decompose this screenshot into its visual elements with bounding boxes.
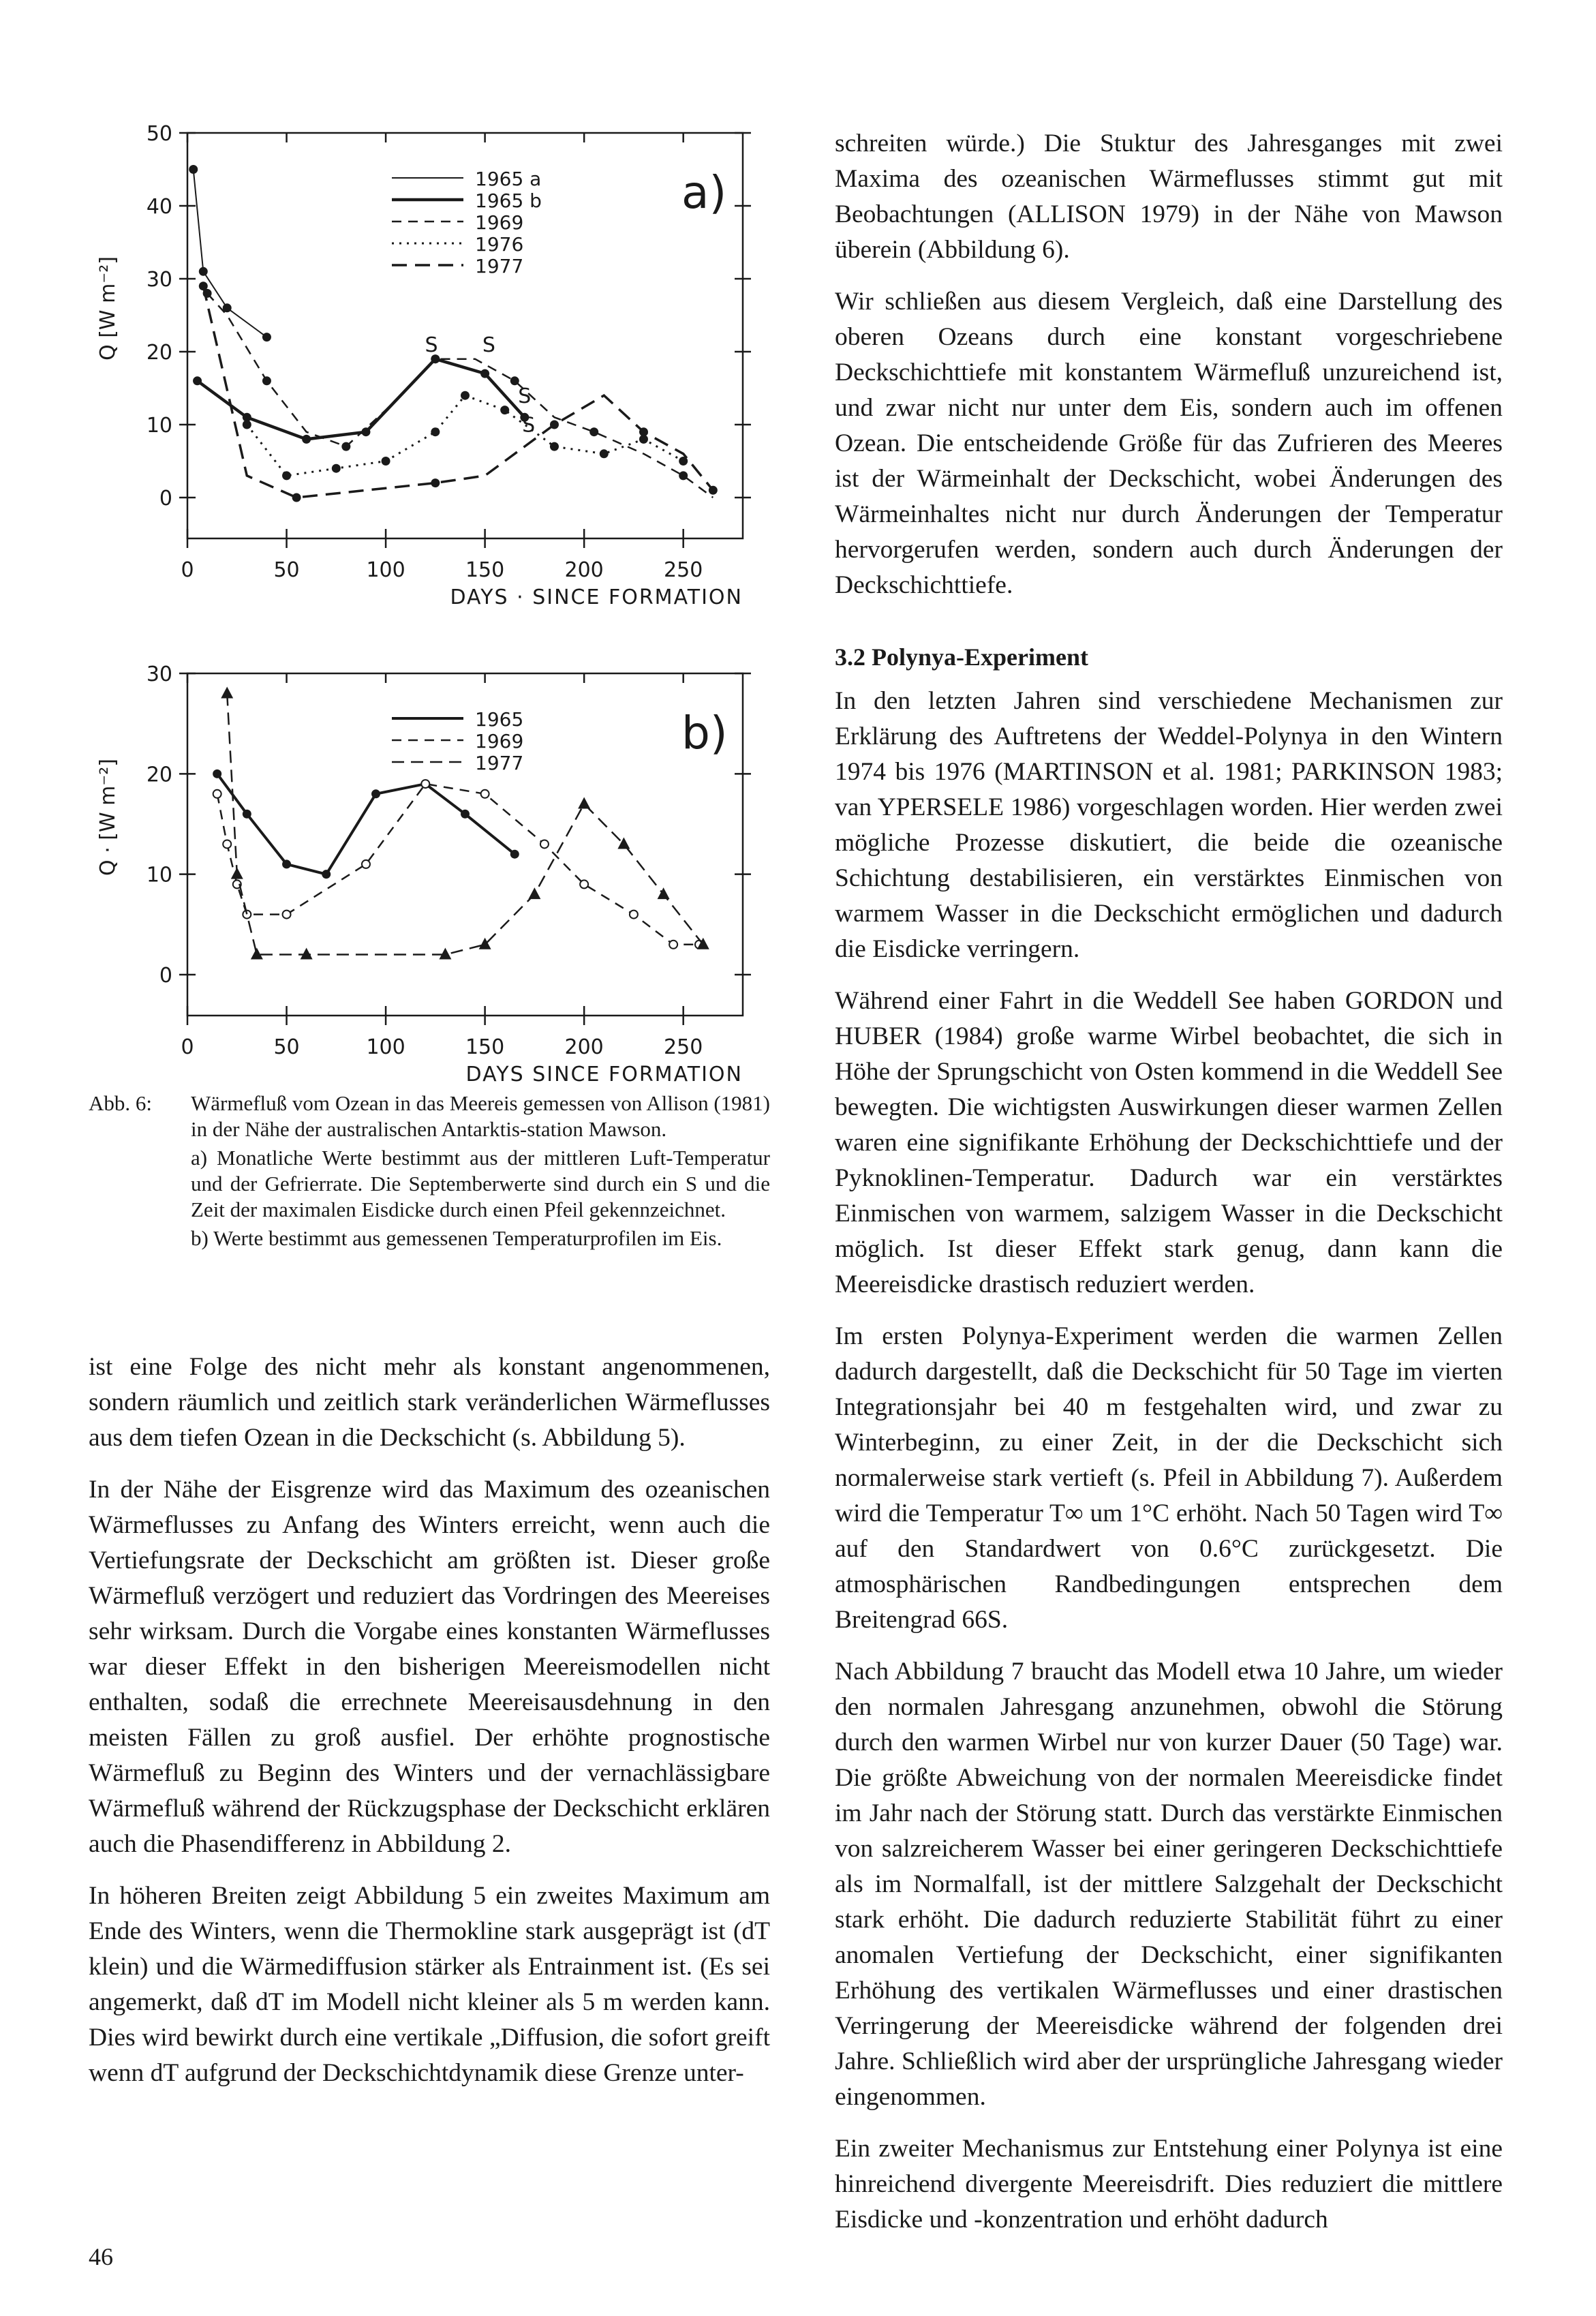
point-1-1-7 [481, 790, 489, 798]
point-0-1-5 [480, 369, 489, 378]
x-tick-label-1-4: 200 [564, 1035, 604, 1059]
panel-label-1: b) [681, 707, 728, 759]
section-heading: 3.2 Polynya-Experiment [835, 643, 1088, 671]
point-0-1-0 [193, 376, 202, 385]
point-1-2-0 [221, 686, 233, 698]
y-tick-label-1-3: 30 [146, 662, 172, 686]
y-tick-label-0-1: 10 [146, 414, 172, 438]
point-0-1-2 [302, 435, 311, 444]
point-1-1-6 [421, 780, 429, 788]
y-tick-label-1-1: 10 [146, 863, 172, 887]
x-axis-label-1: DAYS SINCE FORMATION [465, 1063, 743, 1084]
caption-part-a: a) Monatliche Werte bestimmt aus der mittleren Luft-Temperatur und der Gefrierrate. Die Septemberwerte sind durch ein S und die Zeit der maximalen Eisdicke durch einen Pfeil gekennzeichnet. [191, 1146, 770, 1221]
point-1-1-11 [669, 941, 677, 949]
point-1-2-2 [251, 948, 263, 960]
legend-label-0-4: 1977 [475, 255, 524, 277]
point-1-1-10 [630, 911, 638, 919]
x-tick-label-0-3: 150 [465, 558, 505, 582]
x-axis-label-0: DAYS · SINCE FORMATION [450, 585, 743, 609]
point-0-0-1 [199, 267, 208, 276]
point-0-2-12 [679, 471, 688, 480]
x-tick-label-0-4: 200 [564, 558, 604, 582]
point-1-1-0 [213, 790, 221, 798]
y-tick-label-0-5: 50 [146, 122, 172, 146]
point-1-1-9 [580, 880, 588, 888]
point-1-0-1 [243, 810, 251, 819]
point-0-3-1 [282, 471, 291, 480]
x-tick-label-0-1: 50 [273, 558, 300, 582]
x-tick-label-1-1: 50 [273, 1035, 300, 1059]
point-1-2-9 [658, 887, 670, 899]
legend-label-1-2: 1977 [475, 752, 524, 774]
september-marker-2: S [518, 384, 532, 408]
x-tick-label-1-2: 100 [366, 1035, 405, 1059]
right-paragraph-5: Im ersten Polynya-Experiment werden die warmen Zellen dadurch dargestellt, daß die Deckschicht für 50 Tage im vierten Integrationsjahr bei 40 m festgehalten wird, und zwar zu Winterbeginn, zu einer Zeit, in der die Deckschicht sich normalerweise stark vertieft (s. Pfeil in Abbildung 7). Außerdem wird die Temperatur T∞ um 1°C erhöht. Nach 50 Tagen wird T∞ auf den Standardwert von 0.6°C zurückgesetzt. Die atmosphärischen Randbedingungen entsprechen dem Breitengrad 66S. [835, 1322, 1503, 1634]
right-paragraph-6: Nach Abbildung 7 braucht das Modell etwa 10 Jahre, um wieder den normalen Jahresgang anzunehmen, obwohl die Störung durch den warmen Wirbel nur von kurzer Dauer (50 Tage) war. Die größte Abweichung von der normalen Meereisdicke findet im Jahr nach der Störung statt. Durch das verstärkte Einmischen von salzreicherem Wasser bei einer geringeren Deckschichttiefe als im Normalfall, ist der mittlere Salzgehalt der Deckschicht stark erhöht. Die dadurch reduzierte Stabilität führt zu einer anomalen Vertiefung der Deckschicht, einer signifikanten Erhöhung des vertikalen Wärmeflusses und einer drastischen Verringerung der Meereisdicke während der folgenden drei Jahre. Schließlich wird aber der ursprüngliche Jahresgang wieder eingenommen. [835, 1658, 1503, 2111]
point-0-4-10 [709, 486, 718, 495]
point-0-3-8 [600, 449, 609, 458]
point-0-4-6 [550, 421, 559, 429]
point-1-2-3 [301, 948, 313, 960]
point-0-3-3 [382, 457, 390, 466]
point-0-3-6 [500, 406, 509, 414]
point-1-2-6 [528, 887, 540, 899]
left-paragraph-3: In höheren Breiten zeigt Abbildung 5 ein zweites Maximum am Ende des Winters, wenn die Thermokline stark ausgeprägt ist (dT klein) und die Wärmediffusion stärker als Entrainment ist. (Es sei angemerkt, daß dT im Modell nicht kleiner als 5 m werden kann. Dies wird bewirkt durch eine vertikale „Diffusion, die sofort greift wenn dT aufgrund der Deckschichtdynamik diese Grenze unter- [89, 1882, 770, 2087]
point-1-1-5 [362, 860, 370, 868]
point-1-0-3 [322, 870, 331, 879]
series-line-0-0 [194, 170, 267, 337]
point-1-1-4 [283, 911, 291, 919]
point-0-0-0 [189, 165, 198, 174]
y-axis-label-0: Q [W m⁻²] [96, 256, 120, 361]
right-paragraph-2: Wir schließen aus diesem Vergleich, daß eine Darstellung des oberen Ozeans durch eine konstant vorgeschriebene Deckschichttiefe mit konstantem Wärmefluß unzureichend ist, und zwar nicht nur unter dem Eis, sondern auch im offenen Ozean. Die entscheidende Größe für das Zufrieren des Meeres ist der Wärmeinhalt der Deckschicht, wobei Änderungen des Wärmeinhaltes nicht nur durch Änderungen der Temperatur hervorgerufen werden, sondern auch durch Änderungen der Deckschichttiefe. [835, 288, 1503, 599]
y-tick-label-0-3: 30 [146, 268, 172, 292]
x-tick-label-0-0: 0 [181, 558, 194, 582]
right-paragraph-7: Ein zweiter Mechanismus zur Entstehung einer Polynya ist eine hinreichend divergente Meereisdrift. Dies reduziert die mittlere Eisdicke und -konzentration und erhöht dadurch [835, 2135, 1503, 2234]
point-0-2-10 [589, 427, 598, 436]
figure-caption [89, 1091, 770, 1251]
y-tick-label-0-2: 20 [146, 341, 172, 365]
panel-label-0: a) [681, 166, 727, 219]
point-0-0-3 [262, 333, 271, 341]
point-0-3-7 [550, 442, 559, 451]
caption-text: Wärmefluß vom Ozean in das Meereis gemessen von Allison (1981) in der Nähe der australischen Antarktis-station Mawson. [191, 1091, 770, 1141]
left-paragraph-2: In der Nähe der Eisgrenze wird das Maximum des ozeanischen Wärmeflusses zu Anfang des Winters erreicht, wenn auch die Vertiefungsrate der Deckschicht am größten ist. Dieser große Wärmefluß verzögert und reduziert das Vordringen des Meereises sehr wirksam. Durch die Vorgabe eines konstanten Wärmeflusses war dieser Effekt in den bisherigen Meereismodellen nicht enthalten, sodaß die errechnete Meereisausdehnung in den meisten Fällen zu groß ausfiel. Der erhöhte prognostische Wärmefluß zu Beginn des Winters und der vernachlässigbare Wärmefluß während der Rückzugsphase der Deckschicht erklären auch die Phasendifferenz in Abbildung 2. [89, 1476, 770, 1858]
x-tick-label-0-5: 250 [664, 558, 703, 582]
y-tick-label-1-2: 20 [146, 763, 172, 787]
point-1-0-4 [371, 789, 380, 798]
point-1-0-7 [510, 850, 519, 859]
point-0-2-4 [341, 442, 350, 451]
right-paragraph-1: schreiten würde.) Die Stuktur des Jahresganges mit zwei Maxima des ozeanischen Wärmeflusses stimmt gut mit Beobachtungen (ALLISON 1979) in der Nähe von Mawson überein (Abbildung 6). [835, 129, 1503, 264]
y-tick-label-0-0: 0 [159, 487, 172, 511]
september-marker-0: S [425, 333, 438, 357]
figure-6-svg [89, 102, 797, 1084]
right-paragraph-3: In den letzten Jahren sind verschiedene Mechanismen zur Erklärung des Auftretens der Weddel-Polynya in den Wintern 1974 bis 1976 (MARTINSON et al. 1981; PARKINSON 1983; van YPERSELE 1986) vorgeschlagen worden. Hier werden zwei mögliche Prozesse diskutiert, die beide die ozeanische Schichtung destabilisieren, ein verstärktes Einmischen von warmem Wasser in die Deckschicht ermöglichen und dadurch die Eisdicke verringern. [835, 687, 1503, 963]
series-line-1-0 [217, 774, 515, 874]
page-number: 46 [89, 2243, 113, 2270]
x-tick-label-0-2: 100 [366, 558, 405, 582]
legend-label-1-1: 1969 [475, 730, 524, 752]
point-1-2-7 [578, 797, 590, 809]
legend-label-0-2: 1969 [475, 211, 524, 234]
left-column [89, 1350, 770, 2107]
point-1-2-1 [231, 868, 243, 879]
point-0-2-2 [262, 376, 271, 385]
point-0-4-8 [639, 427, 648, 436]
series-line-0-3 [247, 395, 683, 476]
point-1-0-2 [282, 859, 291, 868]
caption-part-b: b) Werte bestimmt aus gemessenen Temperaturprofilen im Eis. [191, 1226, 722, 1250]
y-axis-label-1: Q · [W m⁻²] [96, 759, 120, 876]
legend-label-0-0: 1965 a [475, 168, 542, 190]
point-0-4-0 [199, 281, 208, 290]
point-0-3-0 [243, 421, 251, 429]
left-paragraph-1: ist eine Folge des nicht mehr als konstant angenommenen, sondern räumlich und zeitlich stark veränderlichen Wärmeflusses aus dem tiefen Ozean in die Deckschicht (s. Abbildung 5). [89, 1353, 770, 1452]
x-tick-label-1-0: 0 [181, 1035, 194, 1059]
x-tick-label-1-3: 150 [465, 1035, 505, 1059]
point-0-3-4 [431, 427, 440, 436]
point-1-0-0 [213, 770, 221, 778]
september-marker-3: S [522, 413, 536, 438]
point-1-0-6 [461, 810, 470, 819]
series-line-0-2 [207, 293, 713, 498]
caption-label: Abb. 6: [89, 1091, 152, 1115]
y-tick-label-1-0: 0 [159, 964, 172, 988]
right-column [835, 126, 1503, 2254]
right-paragraph-4: Während einer Fahrt in die Weddell See haben GORDON und HUBER (1984) große warme Wirbel beobachtet, die sich in Höhe der Sprungschicht von Osten kommend in die Weddell See bewegten. Die wichtigsten Auswirkungen dieser warmen Zellen waren eine signifikante Erhöhung der Deckschichttiefe und der Pyknoklinen-Temperatur. Dadurch war ein verstärktes Einmischen von warmem, salzigem Wasser in die Deckschicht möglich. Ist dieser Effekt stark genug, dann kann die Meereisdicke drastisch reduziert werden. [835, 987, 1503, 1298]
point-0-4-4 [431, 478, 440, 487]
point-0-3-5 [461, 391, 470, 400]
legend-label-1-0: 1965 [475, 708, 524, 731]
point-1-1-1 [223, 840, 231, 848]
x-tick-label-1-5: 250 [664, 1035, 703, 1059]
legend-label-0-1: 1965 b [475, 189, 542, 212]
y-tick-label-0-4: 40 [146, 195, 172, 219]
point-0-3-2 [332, 464, 341, 473]
point-0-4-2 [292, 493, 301, 502]
point-1-2-4 [439, 948, 451, 960]
september-marker-1: S [482, 333, 495, 357]
point-1-1-8 [540, 840, 549, 848]
figure-6 [89, 102, 797, 1084]
legend-label-0-3: 1976 [475, 233, 524, 256]
